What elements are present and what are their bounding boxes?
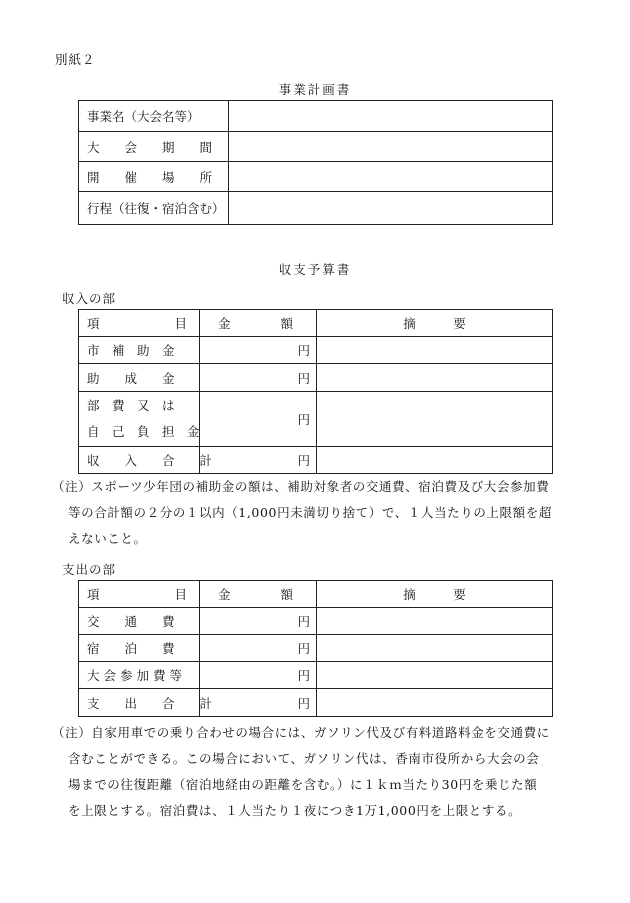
amount-header: 金 額 [200,310,317,337]
note-line: （注）スポーツ少年団の補助金の額は、補助対象者の交通費、宿泊費及び大会参加費 [52,479,550,494]
plan-row-label: 開 催 場 所 [79,162,229,192]
income-item: 収 入 合 計 [79,447,200,474]
note-line: 等の合計額の２分の１以内（1,000円未満切り捨て）で、１人当たりの上限額を超 [68,505,552,520]
attachment-label: 別紙２ [55,52,96,67]
plan-row-value [229,192,553,225]
plan-row [79,162,553,192]
expense-section-label: 支出の部 [62,562,117,577]
plan-row-value [229,132,553,162]
table-row [79,662,553,689]
income-table [78,309,553,474]
expense-header-row [79,581,553,608]
plan-table [78,100,553,225]
yen-unit: 円 [200,392,317,447]
income-item: 市 補 助 金 [79,337,200,364]
budget-title: 収支予算書 [278,262,352,277]
expense-note [52,720,592,824]
table-row [79,447,553,474]
expense-item: 大会参加費等 [79,662,200,689]
table-row [79,689,553,717]
yen-unit: 円 [200,364,317,392]
expense-item: 宿 泊 費 [79,635,200,662]
summary-cell [317,447,553,474]
income-section-label: 収入の部 [62,291,117,306]
table-row [79,337,553,364]
plan-row-value [229,162,553,192]
summary-header: 摘 要 [317,581,553,608]
summary-header: 摘 要 [317,310,553,337]
item-header: 項 目 [79,581,200,608]
expense-item: 支 出 合 計 [79,689,200,717]
summary-cell [317,635,553,662]
table-row [79,635,553,662]
table-row [79,364,553,392]
expense-table [78,580,553,717]
income-item-line: 自 己 負 担 金 [87,424,200,439]
income-item-line: 部 費 又 は [87,398,175,413]
yen-unit: 円 [200,337,317,364]
note-line: えないこと。 [68,531,147,546]
income-item: 助 成 金 [79,364,200,392]
summary-cell [317,689,553,717]
yen-unit: 円 [200,447,317,474]
plan-title: 事業計画書 [278,82,352,97]
income-item [79,392,200,447]
item-header: 項 目 [79,310,200,337]
note-line: を上限とする。宿泊費は、１人当たり１夜につき1万1,000円を上限とする。 [68,803,522,818]
summary-cell [317,364,553,392]
expense-item: 交 通 費 [79,608,200,635]
note-line: （注）自家用車での乗り合わせの場合には、ガソリン代及び有料道路料金を交通費に [52,725,550,740]
plan-row-label: 行程（往復・宿泊含む） [79,192,229,225]
income-note [52,474,592,552]
table-row [79,608,553,635]
yen-unit: 円 [200,608,317,635]
plan-row-label: 大 会 期 間 [79,132,229,162]
plan-row [79,192,553,225]
yen-unit: 円 [200,635,317,662]
plan-row-label: 事業名（大会名等） [79,101,229,132]
note-line: 場までの往復距離（宿泊地経由の距離を含む。）に１ｋｍ当たり30円を乗じた額 [68,777,538,792]
plan-row-value [229,101,553,132]
summary-cell [317,337,553,364]
table-row [79,392,553,447]
summary-cell [317,608,553,635]
summary-cell [317,662,553,689]
income-header-row [79,310,553,337]
plan-row [79,101,553,132]
amount-header: 金 額 [200,581,317,608]
plan-row [79,132,553,162]
note-line: 含むことができる。この場合において、ガソリン代は、香南市役所から大会の会 [68,751,540,766]
yen-unit: 円 [200,689,317,717]
summary-cell [317,392,553,447]
yen-unit: 円 [200,662,317,689]
